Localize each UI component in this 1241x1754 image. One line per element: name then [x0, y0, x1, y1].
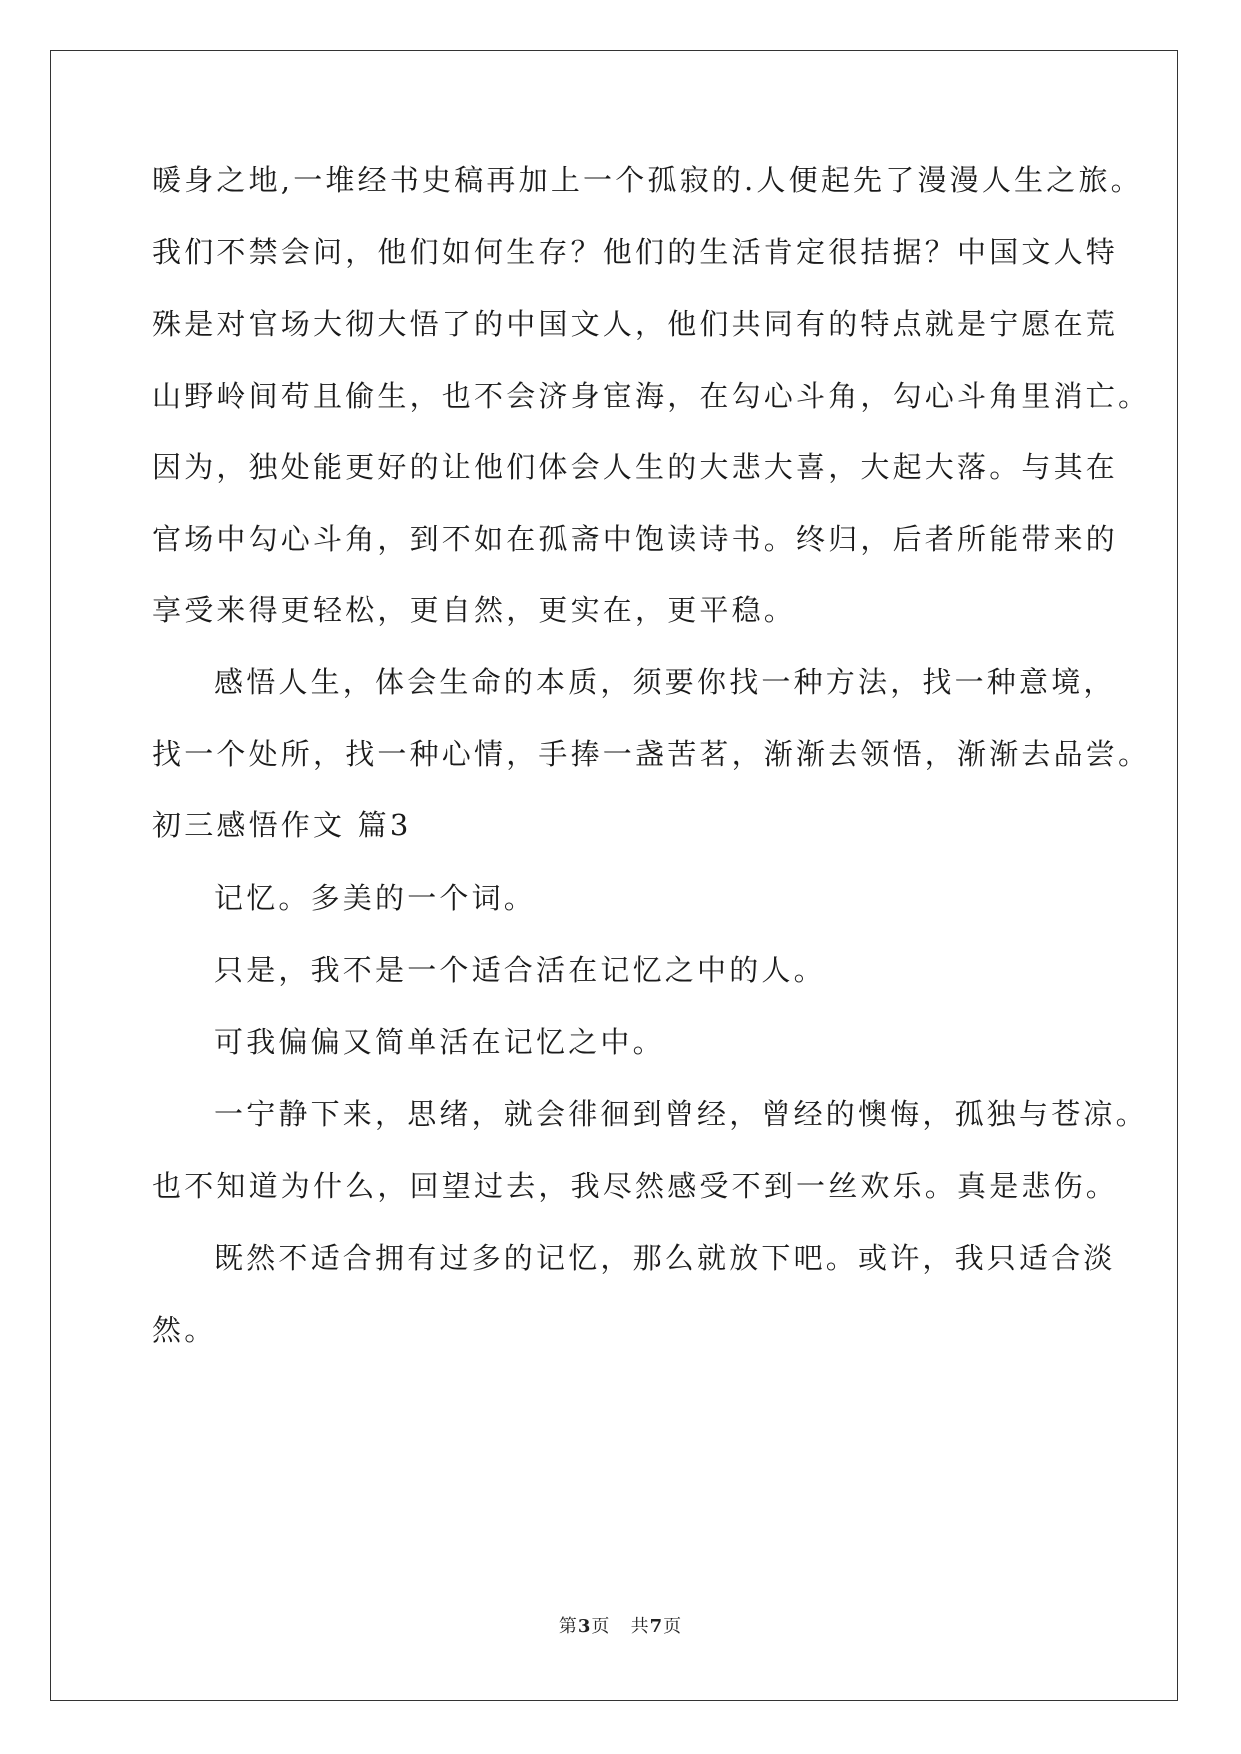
total-pages-number: 7 [649, 1616, 664, 1637]
paragraph-line: 一宁静下来，思绪，就会徘徊到曾经，曾经的懊悔，孤独与苍凉。 [214, 1097, 1148, 1131]
paragraph-line: 既然不适合拥有过多的记忆，那么就放下吧。或许，我只适合淡 [214, 1241, 1116, 1275]
paragraph-line: 也不知道为什么，回望过去，我尽然感受不到一丝欢乐。真是悲伤。 [152, 1169, 1119, 1203]
section-heading: 初三感悟作文 篇3 [152, 808, 412, 842]
footer-total-prefix: 共 [630, 1616, 650, 1637]
paragraph-line: 因为，独处能更好的让他们体会人生的大悲大喜，大起大落。与其在 [152, 450, 1119, 484]
footer-total-suffix: 页 [663, 1616, 683, 1637]
paragraph-line: 可我偏偏又简单活在记忆之中。 [214, 1025, 665, 1059]
paragraph-line: 只是，我不是一个适合活在记忆之中的人。 [214, 953, 826, 987]
paragraph-line: 然。 [152, 1313, 217, 1347]
paragraph-line: 官场中勾心斗角，到不如在孤斋中饱读诗书。终归，后者所能带来的 [152, 522, 1119, 556]
paragraph-line: 殊是对官场大彻大悟了的中国文人，他们共同有的特点就是宁愿在荒 [152, 307, 1119, 341]
paragraph-line: 记忆。多美的一个词。 [214, 881, 537, 915]
footer-page-suffix: 页 [591, 1616, 611, 1637]
page-border [50, 50, 1178, 1701]
current-page-number: 3 [577, 1616, 592, 1637]
paragraph-line: 山野岭间苟且偷生，也不会济身宦海，在勾心斗角，勾心斗角里消亡。 [152, 379, 1151, 413]
paragraph-line: 享受来得更轻松，更自然，更实在，更平稳。 [152, 593, 797, 627]
paragraph-line: 感悟人生，体会生命的本质，须要你找一种方法，找一种意境， [214, 665, 1116, 699]
page-footer [0, 1612, 1241, 1638]
paragraph-line: 找一个处所，找一种心情，手捧一盏苦茗，渐渐去领悟，渐渐去品尝。 [152, 737, 1151, 771]
paragraph-line: 我们不禁会问，他们如何生存？他们的生活肯定很拮据？中国文人特 [152, 235, 1119, 269]
footer-prefix: 第 [558, 1616, 578, 1637]
paragraph-line: 暖身之地,一堆经书史稿再加上一个孤寂的.人便起先了漫漫人生之旅。 [152, 163, 1143, 197]
